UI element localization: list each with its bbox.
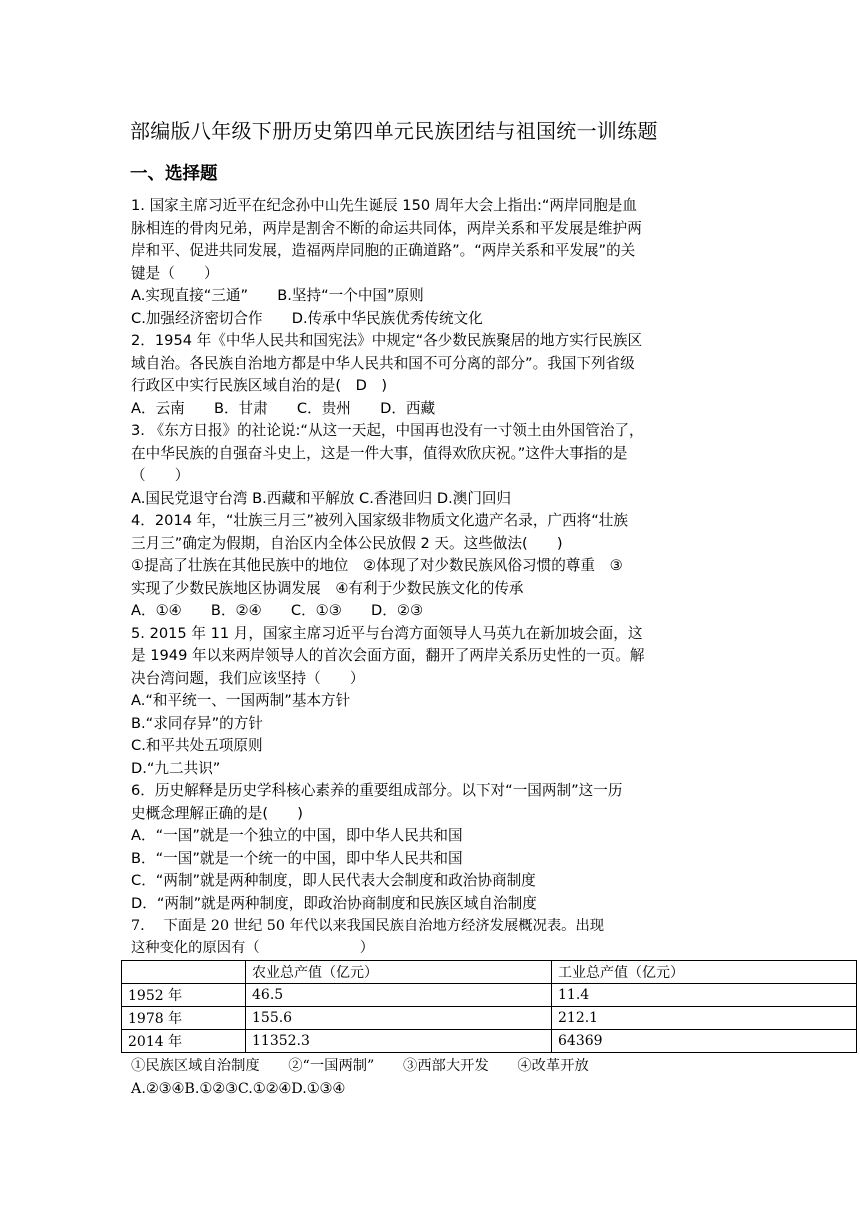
question-2-line-2: 域自治。各民族自治地方都是中华人民共和国不可分离的部分”。我国下列省级 [131,355,635,372]
question-5-line-3: 决台湾问题，我们应该坚持（ ） [131,670,365,687]
table-cell: 1978 年 [122,1007,246,1030]
question-5-option-c: C.和平共处五项原则 [131,737,263,754]
question-4-line-1: 4．2014 年，“壮族三月三”被列入国家级非物质文化遗产名录，广西将“壮族 [131,512,628,529]
table-cell: 11.4 [552,984,857,1007]
question-6-option-d: D．“两制”就是两种制度，即政治协商制度和民族区域自治制度 [131,895,537,912]
question-3-options: A.国民党退守台湾 B.西藏和平解放 C.香港回归 D.澳门回归 [131,490,512,507]
table-cell: 1952 年 [122,984,246,1007]
table-cell: 155.6 [246,1007,552,1030]
question-7-statements: ①民族区域自治制度 ②“一国两制” ③西部大开发 ④改革开放 [131,1058,589,1074]
table-row [122,984,857,1007]
question-3-line-3: （ ） [131,467,190,484]
question-5-line-2: 是 1949 年以来两岸领导人的首次会面方面，翻开了两岸关系历史性的一页。解 [131,647,645,664]
table-header-row [122,961,857,984]
question-6-line-2: 史概念理解正确的是( ) [131,805,303,822]
table-cell: 64369 [552,1030,857,1053]
question-1-line-1: 1. 国家主席习近平在纪念孙中山先生诞辰 150 周年大会上指出:“两岸同胞是血 [131,197,637,214]
question-2-line-1: 2．1954 年《中华人民共和国宪法》中规定“各少数民族聚居的地方实行民族区 [131,332,643,349]
question-1-options-ab: A.实现直接“三通” B.坚持“一个中国”原则 [131,287,424,304]
question-5-option-b: B.“求同存异”的方针 [131,715,263,732]
question-7-line-1: 7. 下面是 20 世纪 50 年代以来我国民族自治地方经济发展概况表。出现 [131,918,605,934]
question-6-option-a: A．“一国”就是一个独立的中国，即中华人民共和国 [131,827,463,844]
question-4-options: A．①④ B．②④ C．①③ D．②③ [131,602,424,619]
economic-development-table [121,960,857,1053]
table-header-cell: 工业总产值（亿元） [552,961,857,984]
question-1-line-4: 键是（ ） [131,265,219,282]
question-3-line-2: 在中华民族的自强奋斗史上，这是一件大事，值得欢欣庆祝。”这件大事指的是 [131,445,628,462]
table-row [122,1007,857,1030]
question-4-line-2: 三月三”确定为假期，自治区内全体公民放假 2 天。这些做法( ) [131,535,563,552]
section-heading: 一、选择题 [130,164,218,184]
question-5-option-a: A.“和平统一、一国两制”基本方针 [131,692,351,709]
question-7-line-2: 这种变化的原因有（ ） [131,940,375,956]
question-4-statements-2: 实现了少数民族地区协调发展 ④有利于少数民族文化的传承 [131,580,524,597]
table-row [122,1030,857,1053]
question-5-line-1: 5. 2015 年 11 月，国家主席习近平与台湾方面领导人马英九在新加坡会面，这 [131,625,643,642]
table-cell: 11352.3 [246,1030,552,1053]
question-3-line-1: 3. 《东方日报》的社论说:“从这一天起，中国再也没有一寸领土由外国管治了， [131,422,644,439]
question-6-option-c: C．“两制”就是两种制度，即人民代表大会制度和政治协商制度 [131,872,536,889]
table-cell: 46.5 [246,984,552,1007]
question-7-options: A.②③④B.①②③C.①②④D.①③④ [131,1081,346,1097]
question-2-options: A．云南 B．甘肃 C．贵州 D．西藏 [131,400,436,417]
document-title: 部编版八年级下册历史第四单元民族团结与祖国统一训练题 [130,119,658,143]
question-1-line-2: 脉相连的骨肉兄弟，两岸是割舍不断的命运共同体，两岸关系和平发展是维护两 [131,220,642,237]
question-5-option-d: D.“九二共识” [131,760,221,777]
question-6-line-1: 6．历史解释是历史学科核心素养的重要组成部分。以下对“一国两制”这一历 [131,782,623,799]
question-6-option-b: B．“一国”就是一个统一的中国，即中华人民共和国 [131,850,463,867]
question-1-options-cd: C.加强经济密切合作 D.传承中华民族优秀传统文化 [131,310,483,327]
question-2-line-3: 行政区中实行民族区域自治的是( D ) [131,377,388,394]
question-1-line-3: 岸和平、促进共同发展，造福两岸同胞的正确道路”。“两岸关系和平发展”的关 [131,242,636,259]
table-header-cell: 农业总产值（亿元） [246,961,552,984]
table-cell: 212.1 [552,1007,857,1030]
table-header-cell [122,961,246,984]
table-cell: 2014 年 [122,1030,246,1053]
question-4-statements-1: ①提高了壮族在其他民族中的地位 ②体现了对少数民族风俗习惯的尊重 ③ [131,557,623,574]
